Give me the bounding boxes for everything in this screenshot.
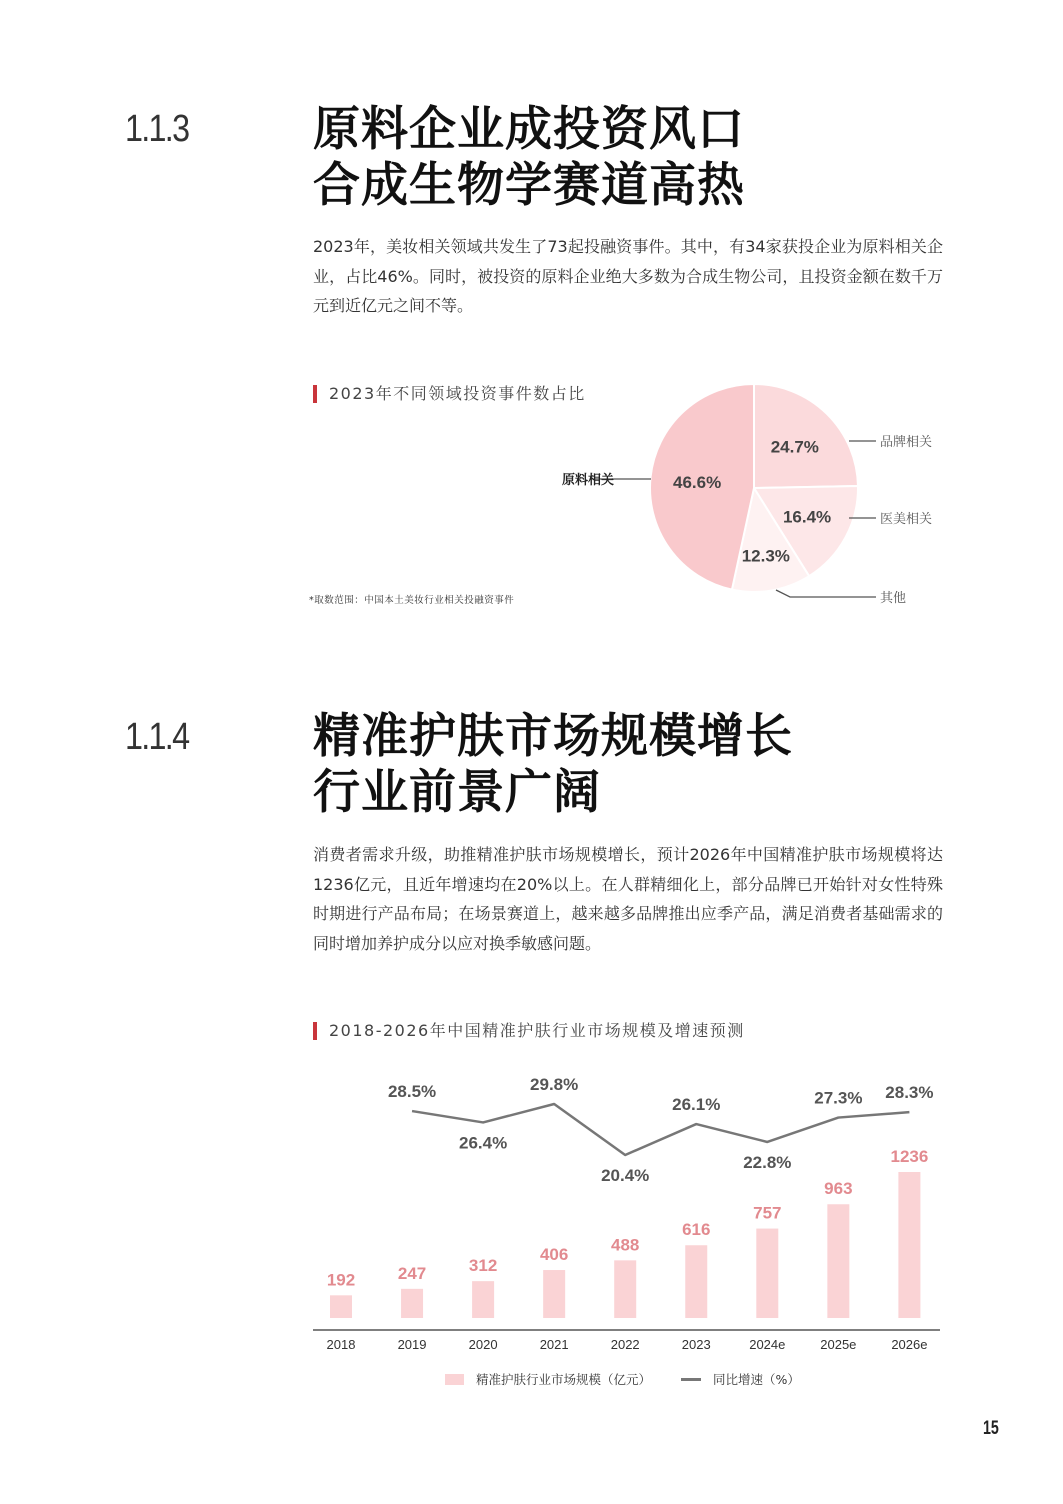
bar — [685, 1245, 707, 1318]
x-tick-label: 2025e — [820, 1337, 857, 1352]
bar-value-label: 406 — [539, 1245, 569, 1265]
x-tick-label: 2026e — [891, 1337, 928, 1352]
bar — [898, 1172, 920, 1318]
legend-line-swatch — [681, 1378, 701, 1381]
bar — [614, 1260, 636, 1318]
bar-chart-title: 2018-2026年中国精准护肤行业市场规模及增速预测 — [313, 1022, 745, 1040]
growth-value-label: 28.5% — [387, 1082, 437, 1102]
pie-value-label: 12.3% — [741, 546, 790, 566]
x-tick-label: 2019 — [397, 1337, 427, 1352]
heading-line-2: 合成生物学赛道高热 — [313, 158, 745, 213]
x-tick-label: 2021 — [539, 1337, 569, 1352]
bar-value-label: 192 — [326, 1270, 356, 1290]
chart-legend — [445, 1370, 800, 1388]
bar-value-label: 488 — [611, 1235, 640, 1255]
bar-value-label: 312 — [468, 1256, 498, 1276]
section-heading — [313, 709, 793, 821]
heading-line-1: 精准护肤市场规模增长 — [313, 709, 793, 764]
pie-category-label: 其他 — [880, 591, 907, 606]
pie-leader-line — [776, 590, 876, 597]
legend-line-label: 同比增速（%） — [713, 1372, 800, 1387]
section-paragraph: 2023年，美妆相关领域共发生了73起投融资事件。其中，有34家获投企业为原料相关企业，占比46%。同时，被投资的原料企业绝大多数为合成生物公司，且投资金额在数千万元到近亿元之间不等。 — [313, 237, 943, 315]
bar — [756, 1229, 778, 1318]
bar-value-label: 1236 — [890, 1147, 929, 1166]
x-tick-label: 2023 — [681, 1337, 711, 1352]
growth-value-label: 29.8% — [530, 1075, 579, 1094]
pie-chart-title: 2023年不同领域投资事件数占比 — [313, 385, 586, 403]
section-number: 1.1.4 — [125, 716, 189, 758]
bar — [401, 1289, 423, 1318]
pie-value-label: 24.7% — [770, 437, 819, 457]
growth-value-label: 26.1% — [672, 1095, 721, 1115]
x-tick-label: 2020 — [468, 1337, 498, 1352]
section-paragraph: 消费者需求升级，助推精准护肤市场规模增长，预计2026年中国精准护肤市场规模将达1236亿元，且近年增速均在20%以上。在人群精细化上，部分品牌已开始针对女性特殊时期进行产品布局；在场景赛道上，越来越多品牌推出应季产品，满足消费者基础需求的同时增加养护成分以应对换季敏感问题。 — [313, 845, 943, 953]
growth-value-label: 20.4% — [601, 1166, 650, 1185]
bar-value-label: 247 — [397, 1263, 427, 1283]
growth-value-label: 22.8% — [743, 1152, 792, 1172]
growth-value-label: 28.3% — [885, 1083, 934, 1103]
section-number: 1.1.3 — [125, 108, 189, 150]
legend-bar-label: 精准护肤行业市场规模（亿元） — [476, 1372, 652, 1387]
pie-category-label: 原料相关 — [562, 473, 615, 488]
pie-chart — [0, 0, 1063, 620]
pie-value-label: 46.6% — [673, 472, 722, 492]
heading-line-1: 原料企业成投资风口 — [313, 102, 745, 157]
x-tick-label: 2022 — [610, 1337, 640, 1352]
pie-footnote: *取数范围：中国本土美妆行业相关投融资事件 — [309, 595, 515, 606]
pie-value-label: 16.4% — [782, 507, 832, 527]
bar — [827, 1204, 849, 1318]
bar-value-label: 963 — [824, 1179, 853, 1199]
growth-value-label: 26.4% — [458, 1133, 508, 1153]
bar-value-label: 757 — [753, 1203, 782, 1223]
pie-slice — [754, 384, 858, 488]
bar-line-chart — [0, 1070, 1063, 1450]
pie-category-label: 品牌相关 — [880, 435, 933, 450]
x-tick-label: 2024e — [749, 1337, 786, 1352]
bar — [330, 1295, 352, 1318]
heading-line-2: 行业前景广阔 — [313, 765, 601, 820]
growth-value-label: 27.3% — [814, 1088, 863, 1108]
x-tick-label: 2018 — [326, 1337, 356, 1352]
bar — [543, 1270, 565, 1318]
page-number: 15 — [983, 1418, 999, 1439]
legend-bar-swatch — [445, 1374, 464, 1385]
pie-category-label: 医美相关 — [880, 512, 933, 527]
bar — [472, 1281, 494, 1318]
bar-value-label: 616 — [682, 1220, 711, 1240]
